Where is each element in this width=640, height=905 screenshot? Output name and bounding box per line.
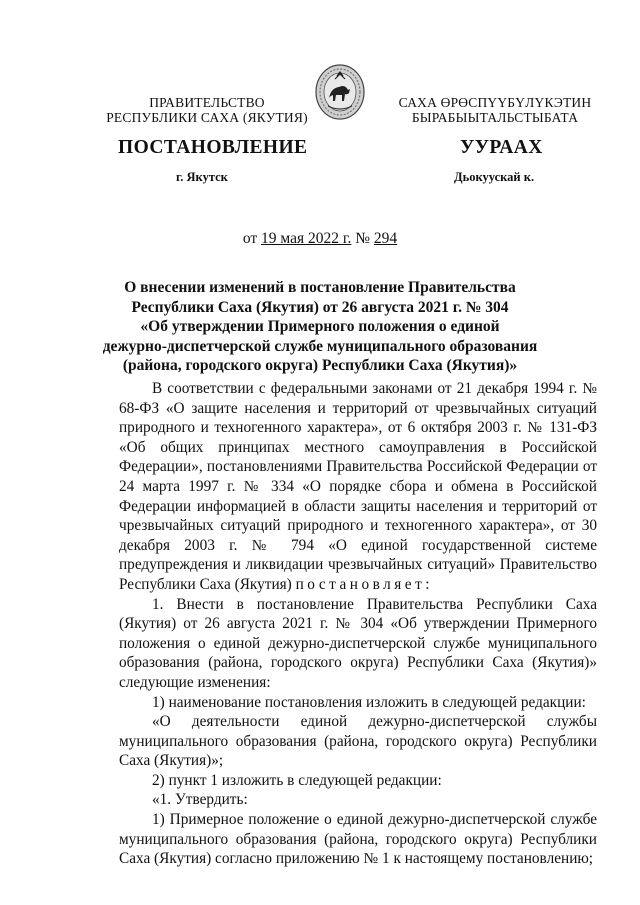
paragraph-item-1: 1. Внести в постановление Правительства Республики Саха (Якутия) от 26 августа 2021 г. № 304 «Об утверждении Примерного положения о единой дежурно-диспетчерской службе муниципального образования (района, городского округа) Республики Саха (Якутия)» следующие изменения: bbox=[119, 595, 597, 691]
paragraph-approve: «1. Утвердить: bbox=[152, 791, 248, 809]
date-prefix: от bbox=[242, 230, 262, 247]
city-sah: Дьокуускай к. bbox=[454, 170, 535, 184]
document-subject bbox=[100, 278, 540, 376]
header-left-line1: ПРАВИТЕЛЬСТВО bbox=[149, 95, 265, 110]
document-date: 19 мая 2022 г. bbox=[261, 230, 352, 247]
document-body bbox=[119, 379, 597, 869]
document-type-title-sah: УУРААХ bbox=[460, 137, 543, 158]
date-number-line bbox=[0, 230, 640, 248]
subject-line: «Об утверждении Примерного положения о единой bbox=[140, 318, 500, 335]
paragraph-approve-1: 1) Примерное положение о единой дежурно-диспетчерской службе муниципального образования (района, городского округа) Республики Саха (Якутия) согласно приложению № 1 к настоящему постановлению; bbox=[119, 811, 597, 868]
header-left bbox=[92, 95, 322, 125]
header-right-line1: САХА ӨРӨСПҮҮБҮЛҮКЭТИН bbox=[398, 95, 592, 110]
header-right bbox=[380, 95, 610, 125]
paragraph-new-title: «О деятельности единой дежурно-диспетчерской службы муниципального образования (района, городского округа) Республики Саха (Якутия)»; bbox=[119, 713, 597, 770]
header-left-line2: РЕСПУБЛИКИ САХА (ЯКУТИЯ) bbox=[106, 110, 308, 125]
subject-line: Республики Саха (Якутия) от 26 августа 2021 г. № 304 bbox=[131, 298, 509, 316]
document-type-title-ru: ПОСТАНОВЛЕНИЕ bbox=[118, 137, 308, 158]
subject-line: О внесении изменений в постановление Правительства bbox=[124, 279, 516, 296]
paragraph-preamble bbox=[119, 379, 597, 595]
coat-of-arms-icon bbox=[315, 62, 365, 120]
subject-line: (района, городского округа) Республики Саха (Якутия)» bbox=[122, 357, 518, 374]
header-right-line2: БЫРАБЫЫТАЛЬСТЫБАТА bbox=[411, 110, 579, 125]
document-number: 294 bbox=[373, 230, 398, 247]
paragraph-subitem-2: 2) пункт 1 изложить в следующей редакции: bbox=[152, 771, 442, 789]
preamble-text: В соответствии с федеральными законами от 21 декабря 1994 г. № 68-ФЗ «О защите населения и территорий от чрезвычайных ситуаций природного и техногенного характера», от 6 октября 2003 г. № 131-ФЗ «Об общих принципах местного самоуправления в Российской Федерации», постановлениями Правительства Российской Федерации от 24 марта 1997 г. № 334 «О порядке сбора и обмена в Российской Федерации информацией в области защиты населения и территорий от чрезвычайных ситуаций природного и техногенного характера», от 30 декабря 2003 г. № 794 «О единой государственной системе предупреждения и ликвидации чрезвычайных ситуаций» Правительство Республики Саха (Якутия) bbox=[119, 380, 597, 593]
city-ru: г. Якутск bbox=[176, 170, 228, 184]
resolves-word: постановляет: bbox=[295, 575, 434, 593]
paragraph-subitem-1: 1) наименование постановления изложить в следующей редакции: bbox=[152, 693, 586, 711]
subject-line: дежурно-диспетчерской службе муниципального образования bbox=[102, 337, 538, 355]
number-prefix: № bbox=[351, 230, 374, 247]
